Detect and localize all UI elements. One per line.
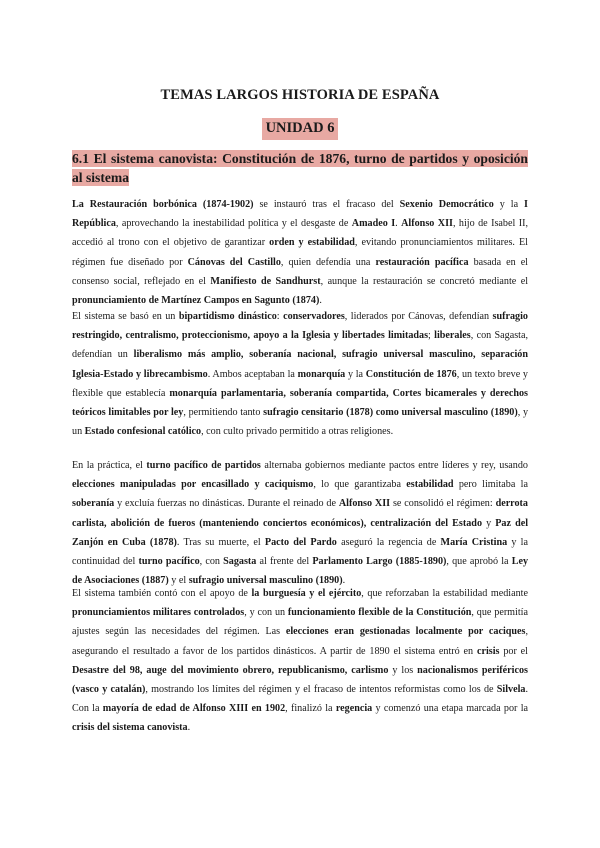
unit-heading-wrap bbox=[0, 118, 600, 140]
bold-run: la burguesía y el ejército bbox=[251, 588, 362, 599]
text-run: , y con un bbox=[244, 607, 288, 619]
text-run: , hijo de Isabel II, accedió al trono con el objetivo de garantizar bbox=[72, 218, 528, 249]
bold-run: mayoría de edad de Alfonso XIII en 1902 bbox=[102, 703, 286, 715]
bold-run: turno pacífico de partidos bbox=[146, 460, 261, 471]
bold-run: Sagasta bbox=[223, 556, 257, 568]
bold-run: Manifiesto de Sandhurst bbox=[210, 275, 321, 287]
text-run: , liderados por Cánovas, defendían bbox=[344, 311, 493, 322]
bold-run: Constitución de 1876 bbox=[365, 368, 457, 380]
bold-run: Amadeo I bbox=[351, 218, 396, 230]
bold-run: nacionalismos periféricos (vasco y catalán) bbox=[72, 664, 528, 696]
bold-run: monarquía parlamentaria, soberanía compartida, Cortes bicamerales y derechos teóricos limitables por ley bbox=[72, 387, 528, 419]
bold-run: sufragio restringido, centralismo, proteccionismo, apoyo a la Iglesia y libertades limitadas bbox=[72, 311, 528, 342]
text-run: , mostrando los límites del régimen y el fracaso de intentos reformistas como los de bbox=[145, 684, 497, 696]
bold-run: Estado confesional católico bbox=[84, 426, 202, 438]
text-run: , y un bbox=[72, 407, 529, 438]
text-run: , aprovechando la inestabilidad política y el desgaste de bbox=[115, 218, 352, 230]
bold-run: funcionamiento flexible de la Constitución bbox=[287, 607, 472, 619]
bold-run: conservadores bbox=[283, 311, 345, 322]
text-run: y comenzó una etapa marcada por la bbox=[372, 703, 529, 715]
bold-run: sufragio censitario (1878) como universal masculino (1890) bbox=[263, 407, 518, 419]
text-run: ; bbox=[428, 330, 435, 342]
section-heading bbox=[72, 150, 528, 187]
bold-run: estabilidad bbox=[406, 479, 454, 491]
text-run: al frente del bbox=[256, 556, 313, 568]
paragraph-turno-pacifico bbox=[72, 456, 528, 590]
bold-run: Cánovas del Castillo bbox=[187, 256, 281, 268]
text-run: . Ambos aceptaban la bbox=[207, 368, 298, 380]
bold-run: soberanía bbox=[72, 498, 115, 510]
text-run: En la práctica, el bbox=[72, 460, 147, 471]
text-run: , con Sagasta, defendían un bbox=[72, 330, 528, 361]
text-run: , que aprobó la bbox=[446, 556, 512, 568]
bold-run: orden y estabilidad bbox=[269, 237, 355, 249]
bold-run: regencia bbox=[335, 703, 373, 715]
text-run: , finalizó la bbox=[285, 703, 336, 715]
bold-run: liberalismo más amplio, soberanía nacional, sufragio universal masculino, separación Iglesia-Estado y librecambismo bbox=[72, 349, 528, 380]
bold-run: La bbox=[72, 199, 90, 210]
bold-run: Restauración borbónica (1874-1902) bbox=[89, 199, 254, 210]
bold-run: Alfonso XII bbox=[401, 218, 453, 230]
text-run: se consolidó el régimen: bbox=[390, 498, 496, 510]
section-heading-text: 6.1 El sistema canovista: Constitución de 1876, turno de partidos y oposición al sistema bbox=[72, 151, 528, 185]
bold-run: Ley de Asociaciones (1887) bbox=[72, 556, 529, 587]
paragraph-crisis bbox=[72, 584, 528, 738]
text-run: por el bbox=[499, 645, 528, 657]
bold-run: crisis del sistema canovista bbox=[72, 722, 188, 734]
bold-run: liberales bbox=[434, 330, 471, 342]
bold-run: Desastre del 98, auge del movimiento obrero, republicanismo, carlismo bbox=[72, 664, 389, 676]
text-run: , permitiendo tanto bbox=[183, 407, 264, 419]
bold-run: Parlamento Largo (1885-1890) bbox=[312, 556, 447, 568]
text-run: y el bbox=[168, 575, 189, 587]
bold-run: sufragio universal masculino (1890) bbox=[188, 575, 343, 587]
paragraph-bipartidismo bbox=[72, 307, 528, 441]
text-run: aseguró la regencia de bbox=[336, 536, 441, 548]
text-run: . bbox=[187, 722, 191, 734]
text-run: y la bbox=[345, 368, 366, 380]
text-run: , quien defendía una bbox=[280, 256, 376, 268]
text-run: basada en el consenso social, reflejado en el bbox=[72, 256, 528, 287]
bold-run: Sexenio Democrático bbox=[399, 199, 494, 210]
text-run: El sistema también contó con el apoyo de bbox=[72, 588, 252, 599]
text-run: . bbox=[319, 295, 322, 307]
bold-run: elecciones eran gestionadas localmente por caciques bbox=[285, 626, 526, 638]
text-run: El sistema se basó en un bbox=[72, 311, 179, 322]
bold-run: María Cristina bbox=[440, 536, 508, 548]
bold-run: crisis bbox=[476, 645, 500, 657]
text-run: pero limitaba la bbox=[453, 479, 528, 491]
bold-run: monarquía bbox=[297, 368, 346, 380]
bold-run: I República bbox=[72, 199, 528, 230]
text-run: , lo que garantizaba bbox=[313, 479, 407, 491]
bold-run: Pacto del Pardo bbox=[264, 536, 337, 548]
text-run: y los bbox=[388, 664, 418, 676]
bold-run: Silvela bbox=[496, 684, 526, 696]
bold-run: Alfonso XII bbox=[338, 498, 391, 510]
text-run: , con bbox=[199, 556, 224, 568]
text-run: , evitando pronunciamientos militares. El régimen fue diseñado por bbox=[72, 237, 528, 268]
text-run: y la continuidad del bbox=[72, 536, 528, 568]
text-run: . bbox=[395, 218, 402, 230]
text-run: y excluía fuerzas no dinásticas. Durante el reinado de bbox=[114, 498, 339, 510]
bold-run: derrota carlista, abolición de fueros (manteniendo conciertos económicos), centralización del Estado bbox=[72, 498, 528, 529]
text-run: . Con la bbox=[72, 684, 528, 715]
bold-run: bipartidismo dinástico bbox=[178, 311, 277, 322]
text-run: . bbox=[342, 575, 346, 587]
bold-run: Paz del Zanjón en Cuba (1878) bbox=[72, 517, 529, 548]
text-run: alternaba gobiernos mediante pactos entre líderes y rey, usando bbox=[260, 460, 528, 471]
text-run: , asegurando el resultado a favor de los partidos dinásticos. A partir de 1890 el sistema entró en bbox=[72, 626, 528, 657]
text-run: , un texto breve y flexible que establecía bbox=[72, 368, 528, 399]
text-run: , que permitía ajustes según las necesidades del régimen. Las bbox=[72, 607, 528, 638]
text-run: : bbox=[276, 311, 284, 322]
text-run: y bbox=[482, 517, 496, 529]
text-run: , con culto privado permitido a otras religiones. bbox=[201, 426, 394, 438]
text-run: y la bbox=[493, 199, 525, 210]
bold-run: pronunciamientos militares controlados bbox=[72, 607, 245, 619]
bold-run: turno pacífico bbox=[138, 556, 200, 568]
paragraph-restauracion bbox=[72, 195, 528, 310]
bold-run: pronunciamiento de Martínez Campos en Sagunto (1874) bbox=[72, 295, 320, 307]
bold-run: elecciones manipuladas por encasillado y caciquismo bbox=[72, 479, 314, 491]
bold-run: restauración pacífica bbox=[375, 256, 469, 268]
text-run: , aunque la restauración se concretó mediante el bbox=[320, 275, 529, 287]
document-title: TEMAS LARGOS HISTORIA DE ESPAÑA bbox=[160, 87, 440, 103]
text-run: , que reforzaban la estabilidad mediante bbox=[361, 588, 528, 599]
text-run: se instauró tras el fracaso del bbox=[253, 199, 400, 210]
text-run: . Tras su muerte, el bbox=[176, 536, 265, 548]
unit-heading: UNIDAD 6 bbox=[262, 118, 339, 140]
